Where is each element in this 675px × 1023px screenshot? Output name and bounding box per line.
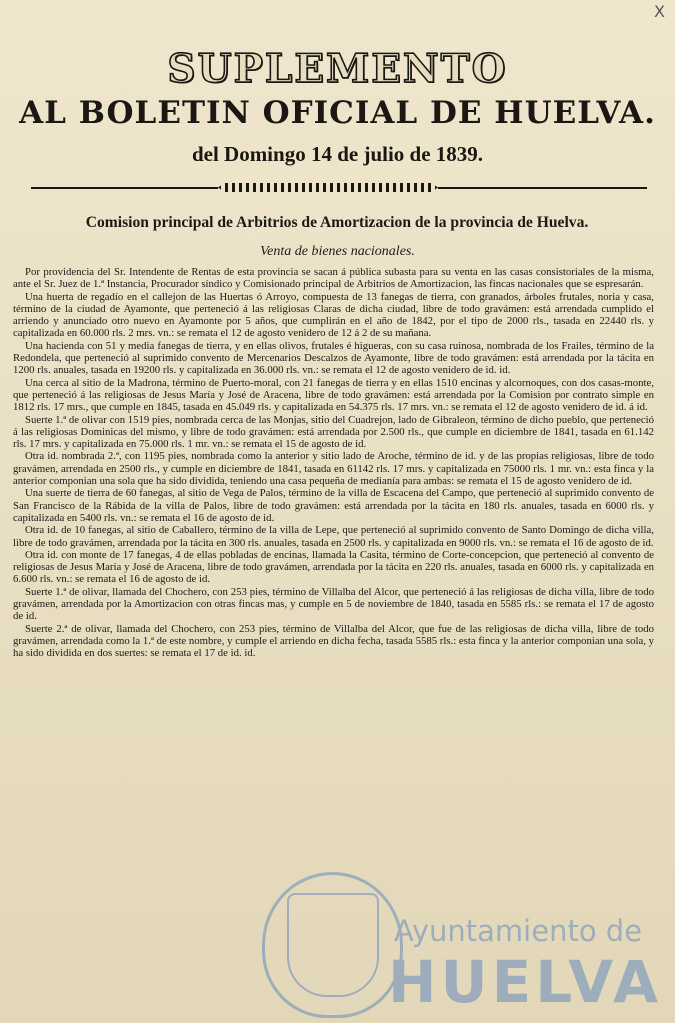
divider-line-left bbox=[31, 187, 218, 189]
archive-watermark bbox=[262, 872, 672, 1017]
body-paragraph: Por providencia del Sr. Intendente de Rentas de esta provincia se sacan á pública subasta para su venta en las casas consistoriales de la misma, ante el Sr. Juez de 1.ª Instancia, Procurador síndico y Comisionado principal de Arbitrios de Amortizacion, las fincas nacionales que se espresarán. bbox=[13, 266, 654, 291]
ornamental-divider bbox=[31, 183, 647, 192]
document-body bbox=[13, 266, 654, 660]
body-paragraph: Otra id. con monte de 17 fanegas, 4 de ellas pobladas de encinas, llamada la Casita, término de Corte-concepcion, que perteneció al convento de religiosas de Jesus María y José de Aracena, libre de todo gravámen, arrendada por la tácita en 220 rls. anuales, tasada en 6000 rls. y capitalizada en 6.600 rls. vn.: se remata el 16 de agosto de id. bbox=[13, 548, 654, 586]
body-paragraph: Otra id. de 10 fanegas, al sitio de Caballero, término de la villa de Lepe, que perteneció al suprimido convento de Santo Domingo de dicha villa, libre de todo gravámen, arrendada por la tácita en 300 rls. anuales, tasada en 2500 rls. y capitalizada en 9000 rls. vn.: se remata el 16 de agosto de id. bbox=[13, 524, 654, 549]
supplement-title: SUPLEMENTO bbox=[167, 46, 508, 92]
watermark-line1: Ayuntamiento de bbox=[394, 914, 643, 948]
section-subheading: Venta de bienes nacionales. bbox=[260, 244, 415, 259]
body-paragraph: Suerte 1.ª de olivar con 1519 pies, nombrada cerca de las Monjas, sitio del Cuadrejon, lado de Gibraleon, término de dicho pueblo, que perteneció á las religiosas Dominicas del mismo, y libre de todo gravámen: está arrendada por 2.500 rls., que cumple en diciembre de 1841, tasada en 61.142 rls. 17 mrs. y capitalizada en 75.000 rls. 1 mr. vn.: se remata el 15 de agosto de id. bbox=[13, 413, 654, 451]
divider-line-right bbox=[438, 187, 647, 189]
corner-handwritten-mark: X bbox=[654, 2, 665, 21]
watermark-line2: HUELVA bbox=[388, 948, 663, 1016]
divider-ornament bbox=[218, 183, 438, 192]
body-paragraph: Suerte 2.ª de olivar, llamada del Chochero, con 253 pies, término de Villalba del Alcor, que fue de las religiosas de dicha villa, libre de todo gravámen, arrendada como la 1.ª de este nombre, y cumple el arriendo en dicha fecha, tasada 5585 rls.: esta finca y la anterior componian una sola, y ha sido dividida en dos suertes: se remata el 17 de id. id. bbox=[13, 622, 654, 660]
date-line: del Domingo 14 de julio de 1839. bbox=[191, 142, 484, 166]
body-paragraph: Una cerca al sitio de la Madrona, término de Puerto-moral, con 21 fanegas de tierra y en ellas 1510 encinas y alcornoques, con dos casas-monte, que perteneció á las religiosas de Jesus María y José de Aracena, libre de todo gravámen: está arrendada por la Comision por contrato simple en 1812 rls. 17 mrs., que cumple en 1845, tasada en 45.049 rls. y capitalizada en 54.375 rls. 17 mrs. vn.: se remata el 12 de agosto venidero de id. á id. bbox=[13, 376, 654, 414]
body-paragraph: Una hacienda con 51 y media fanegas de tierra, y en ellas olivos, frutales é higueras, con su casa ruinosa, nombrada de los Frailes, término de la Redondela, que perteneció al suprimido convento de Mercenarios Descalzos de Ayamonte, libre de todo gravámen: está arrendada por la tácita en 1200 rls. anuales, tasada en 19200 rls. y capitalizada en 36.000 rls. vn.: se remata el 12 de agosto venidero de id. id. bbox=[13, 339, 654, 377]
bulletin-title: AL BOLETIN OFICIAL DE HUELVA. bbox=[19, 95, 656, 131]
body-paragraph: Suerte 1.ª de olivar, llamada del Chochero, con 253 pies, término de Villalba del Alcor, que perteneció á las religiosas de dicha villa, libre de todo gravámen, arrendada por la Amortizacion con otras fincas mas, y cumple en 5 de noviembre de 1840, tasada en 5585 rls.: se remata el 17 de agosto de id. bbox=[13, 585, 654, 623]
body-paragraph: Una suerte de tierra de 60 fanegas, al sitio de Vega de Palos, término de la villa de Escacena del Campo, que perteneció al suprimido convento de San Francisco de la Rábida de la villa de Palos, libre de todo gravámen: está arrendada por la tácita en 180 rls. anuales, tasada en 6000 rls. y capitalizada en 5400 rls. vn.: se remata el 16 de agosto de id. bbox=[13, 487, 654, 524]
body-paragraph: Otra id. nombrada 2.ª, con 1195 pies, nombrada como la anterior y sitio lado de Aroche, término de id. y de las propias religiosas, libre de todo gravámen, arrendada en 2500 rls., y cumple en diciembre de 1841, tasada en 61142 rls. 17 mrs. y capitalizada en 75000 rls. 1 mr. vn.: esta finca y la anterior componian una sola que ha sido dividida, teniendo una casa pequeña de medianía para ambas: se remata el 15 de agosto venidero de id. bbox=[13, 450, 654, 488]
city-seal-icon bbox=[262, 872, 403, 1018]
body-paragraph: Una huerta de regadío en el callejon de las Huertas ó Arroyo, compuesta de 13 fanegas de tierra, con granados, árboles frutales, noria y casa, término de la ciudad de Ayamonte, que perteneció á las religiosas Claras de dicha ciudad, libre de todo gravámen: está arrendada cumplido el arriendo y anunciado otro nuevo en Ayamonte por 5 años, que cumplirán en el año de 1842, por el tipo de 2000 rls., tasada en 22440 rls. y capitalizada en 60.000 rls. 2 mrs. vn.: se remata el 12 de agosto venidero de 12 á 2 de su mañana. bbox=[13, 290, 654, 340]
seal-shield-icon bbox=[287, 893, 379, 997]
section-heading: Comision principal de Arbitrios de Amortizacion de la provincia de Huelva. bbox=[85, 214, 589, 231]
